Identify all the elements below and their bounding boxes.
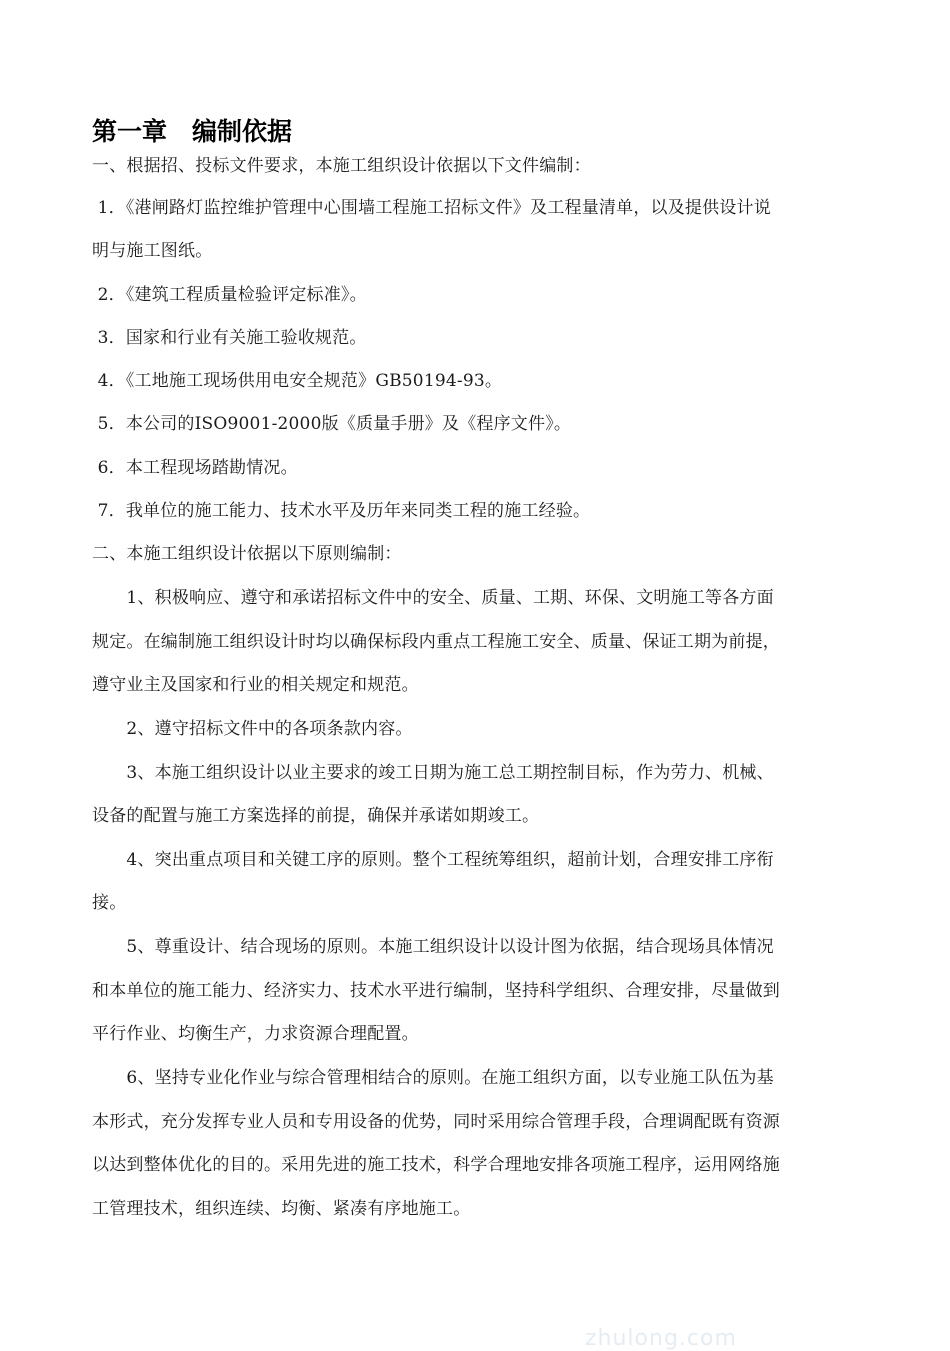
text-line: 本形式，充分发挥专业人员和专用设备的优势，同时采用综合管理手段，合理调配既有资源 xyxy=(92,1112,780,1132)
text-line: 以达到整体优化的目的。采用先进的施工技术，科学合理地安排各项施工程序，运用网络施 xyxy=(92,1155,780,1175)
text-line: 4、突出重点项目和关键工序的原则。整个工程统筹组织，超前计划，合理安排工序衔 xyxy=(92,850,774,870)
text-line: 4．《工地施工现场供用电安全规范》GB50194-93。 xyxy=(92,371,503,391)
text-line: 明与施工图纸。 xyxy=(92,241,213,261)
text-line: 和本单位的施工能力、经济实力、技术水平进行编制，坚持科学组织、合理安排，尽量做到 xyxy=(92,981,780,1001)
text-line: 2．《建筑工程质量检验评定标准》。 xyxy=(92,285,367,305)
text-line: 1、积极响应、遵守和承诺招标文件中的安全、质量、工期、环保、文明施工等各方面 xyxy=(92,588,774,608)
text-line: 6、坚持专业化作业与综合管理相结合的原则。在施工组织方面，以专业施工队伍为基 xyxy=(92,1068,774,1088)
text-line: 平行作业、均衡生产，力求资源合理配置。 xyxy=(92,1024,419,1044)
text-line: 接。 xyxy=(92,893,127,913)
text-line: 3、本施工组织设计以业主要求的竣工日期为施工总工期控制目标，作为劳力、机械、 xyxy=(92,763,774,783)
text-line: 二、本施工组织设计依据以下原则编制： xyxy=(92,544,402,564)
text-line: 2、遵守招标文件中的各项条款内容。 xyxy=(92,719,413,739)
chapter-title: 第一章 编制依据 xyxy=(92,117,293,146)
watermark: zhulong.com xyxy=(585,1326,737,1351)
text-line: 6．本工程现场踏勘情况。 xyxy=(92,458,298,478)
text-line: 1．《港闸路灯监控维护管理中心围墙工程施工招标文件》及工程量清单，以及提供设计说 xyxy=(92,198,771,218)
text-line: 一、根据招、投标文件要求，本施工组织设计依据以下文件编制： xyxy=(92,156,591,176)
text-line: 5．本公司的ISO9001-2000版《质量手册》及《程序文件》。 xyxy=(92,414,572,434)
text-line: 设备的配置与施工方案选择的前提，确保并承诺如期竣工。 xyxy=(92,806,540,826)
text-line: 遵守业主及国家和行业的相关规定和规范。 xyxy=(92,675,419,695)
text-line: 工管理技术，组织连续、均衡、紧凑有序地施工。 xyxy=(92,1199,471,1219)
text-line: 规定。在编制施工组织设计时均以确保标段内重点工程施工安全、质量、保证工期为前提， xyxy=(92,632,780,652)
text-line: 7．我单位的施工能力、技术水平及历年来同类工程的施工经验。 xyxy=(92,501,591,521)
text-line: 3．国家和行业有关施工验收规范。 xyxy=(92,328,367,348)
text-line: 5、尊重设计、结合现场的原则。本施工组织设计以设计图为依据，结合现场具体情况 xyxy=(92,937,774,957)
